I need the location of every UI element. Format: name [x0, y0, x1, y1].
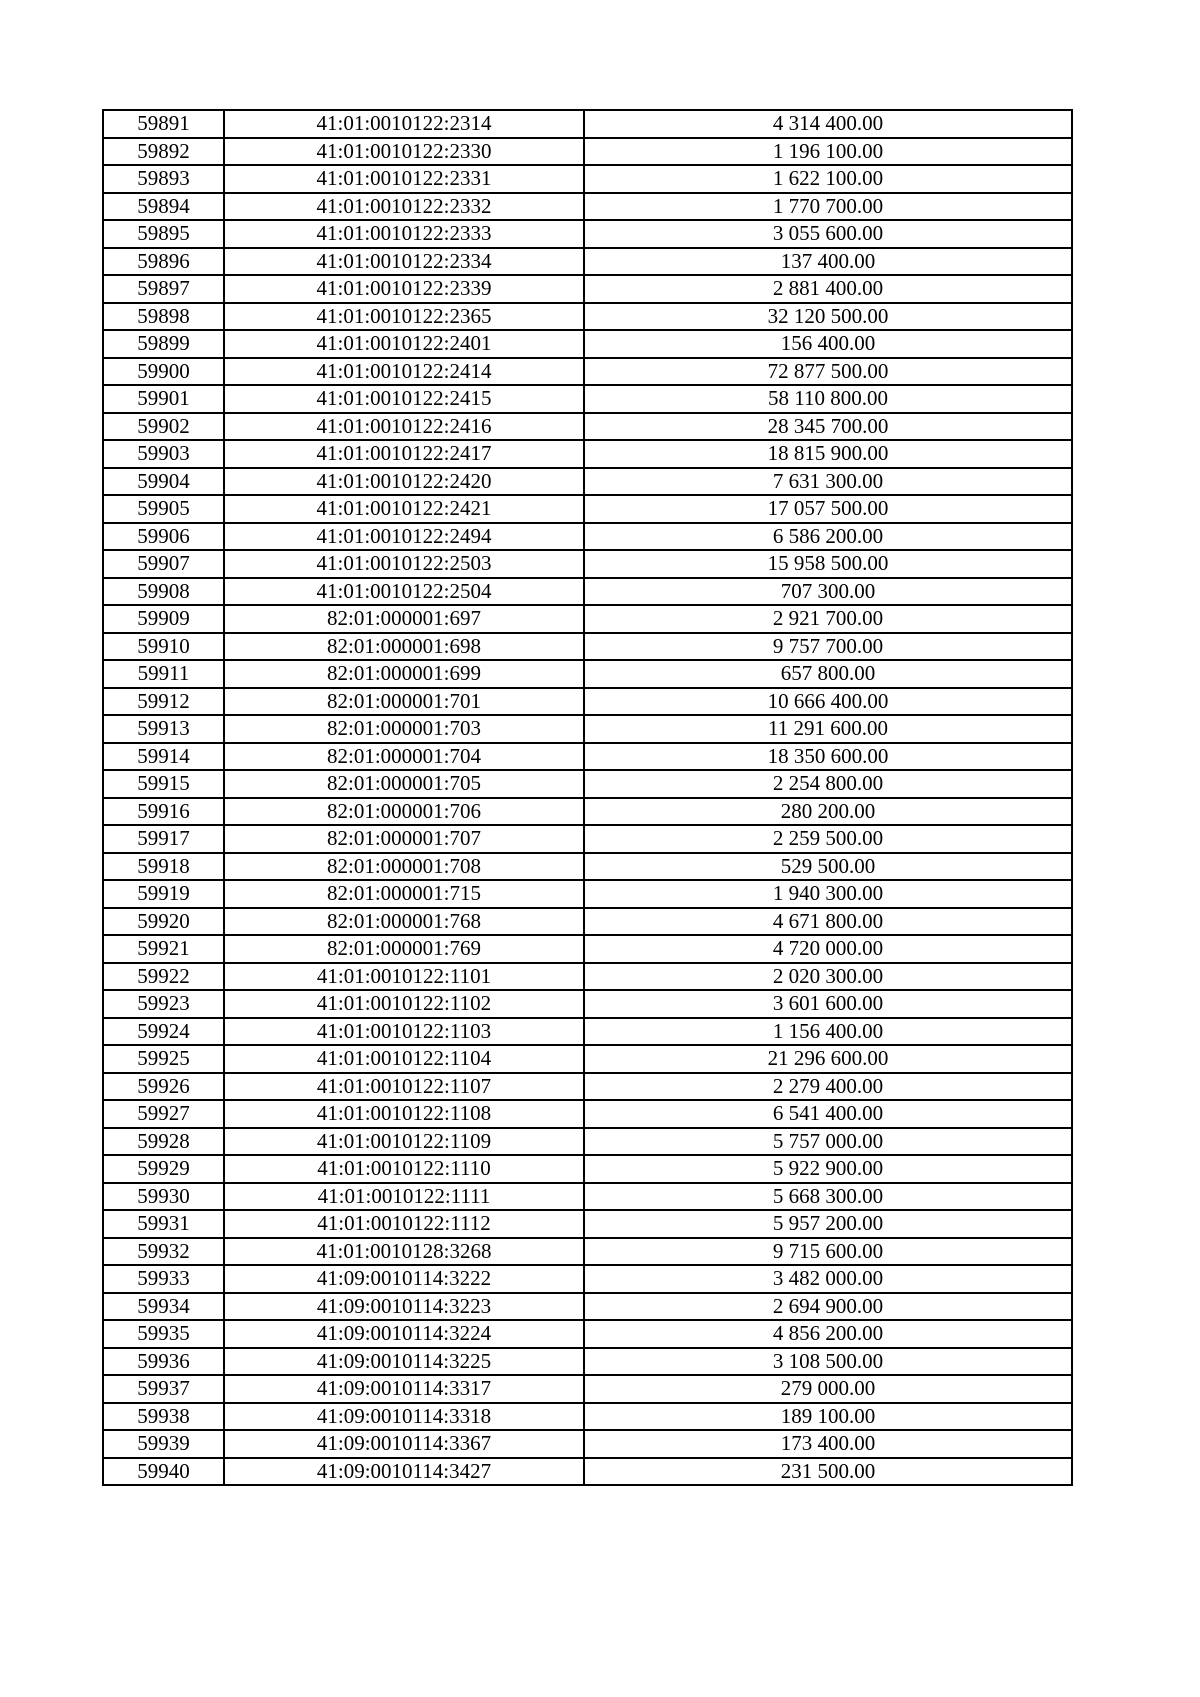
row-number-cell: 59900: [103, 358, 224, 386]
cadastral-value-cell: 18 815 900.00: [584, 440, 1072, 468]
table-row: [103, 743, 1072, 771]
cadastral-number-cell: 82:01:000001:705: [224, 770, 584, 798]
table-row: [103, 358, 1072, 386]
cadastral-value-cell: 3 108 500.00: [584, 1348, 1072, 1376]
cadastral-number-cell: 82:01:000001:768: [224, 908, 584, 936]
row-number-cell: 59895: [103, 220, 224, 248]
cadastral-value-cell: 28 345 700.00: [584, 413, 1072, 441]
cadastral-number-cell: 41:01:0010122:2503: [224, 550, 584, 578]
row-number-cell: 59893: [103, 165, 224, 193]
table-row: [103, 798, 1072, 826]
cadastral-number-cell: 41:01:0010122:2339: [224, 275, 584, 303]
row-number-cell: 59913: [103, 715, 224, 743]
table-row: [103, 165, 1072, 193]
row-number-cell: 59938: [103, 1403, 224, 1431]
cadastral-number-cell: 41:01:0010128:3268: [224, 1238, 584, 1266]
table-row: [103, 1458, 1072, 1486]
table-row: [103, 1128, 1072, 1156]
cadastral-value-cell: 21 296 600.00: [584, 1045, 1072, 1073]
table-row: [103, 1183, 1072, 1211]
cadastral-number-cell: 41:01:0010122:1102: [224, 990, 584, 1018]
table-row: [103, 1073, 1072, 1101]
row-number-cell: 59909: [103, 605, 224, 633]
cadastral-value-cell: 1 196 100.00: [584, 138, 1072, 166]
cadastral-value-cell: 2 694 900.00: [584, 1293, 1072, 1321]
row-number-cell: 59905: [103, 495, 224, 523]
cadastral-value-cell: 4 314 400.00: [584, 110, 1072, 138]
table-row: [103, 1210, 1072, 1238]
cadastral-value-cell: 17 057 500.00: [584, 495, 1072, 523]
cadastral-value-cell: 137 400.00: [584, 248, 1072, 276]
table-row: [103, 853, 1072, 881]
cadastral-number-cell: 41:01:0010122:2414: [224, 358, 584, 386]
cadastral-value-cell: 2 921 700.00: [584, 605, 1072, 633]
cadastral-number-cell: 41:01:0010122:1108: [224, 1100, 584, 1128]
cadastral-value-cell: 529 500.00: [584, 853, 1072, 881]
table-row: [103, 495, 1072, 523]
cadastral-number-cell: 41:01:0010122:1104: [224, 1045, 584, 1073]
table-row: [103, 1403, 1072, 1431]
cadastral-value-cell: 1 770 700.00: [584, 193, 1072, 221]
table-row: [103, 330, 1072, 358]
row-number-cell: 59912: [103, 688, 224, 716]
cadastral-number-cell: 41:01:0010122:2417: [224, 440, 584, 468]
row-number-cell: 59917: [103, 825, 224, 853]
table-row: [103, 990, 1072, 1018]
table-row: [103, 578, 1072, 606]
row-number-cell: 59925: [103, 1045, 224, 1073]
cadastral-value-cell: 10 666 400.00: [584, 688, 1072, 716]
cadastral-number-cell: 41:01:0010122:2416: [224, 413, 584, 441]
cadastral-value-cell: 2 020 300.00: [584, 963, 1072, 991]
cadastral-number-cell: 82:01:000001:769: [224, 935, 584, 963]
row-number-cell: 59940: [103, 1458, 224, 1486]
cadastral-number-cell: 41:09:0010114:3224: [224, 1320, 584, 1348]
cadastral-number-cell: 41:01:0010122:1111: [224, 1183, 584, 1211]
row-number-cell: 59907: [103, 550, 224, 578]
row-number-cell: 59894: [103, 193, 224, 221]
cadastral-number-cell: 41:01:0010122:2331: [224, 165, 584, 193]
cadastral-value-cell: 3 601 600.00: [584, 990, 1072, 1018]
cadastral-number-cell: 41:01:0010122:2332: [224, 193, 584, 221]
cadastral-number-cell: 82:01:000001:704: [224, 743, 584, 771]
cadastral-number-cell: 82:01:000001:715: [224, 880, 584, 908]
table-row: [103, 935, 1072, 963]
cadastral-value-cell: 280 200.00: [584, 798, 1072, 826]
table-row: [103, 633, 1072, 661]
row-number-cell: 59927: [103, 1100, 224, 1128]
table-row: [103, 1348, 1072, 1376]
row-number-cell: 59898: [103, 303, 224, 331]
cadastral-number-cell: 82:01:000001:697: [224, 605, 584, 633]
table-row: [103, 413, 1072, 441]
cadastral-number-cell: 82:01:000001:703: [224, 715, 584, 743]
cadastral-number-cell: 41:01:0010122:2365: [224, 303, 584, 331]
cadastral-value-cell: 2 254 800.00: [584, 770, 1072, 798]
cadastral-value-cell: 58 110 800.00: [584, 385, 1072, 413]
cadastral-number-cell: 41:01:0010122:2420: [224, 468, 584, 496]
row-number-cell: 59936: [103, 1348, 224, 1376]
row-number-cell: 59916: [103, 798, 224, 826]
cadastral-number-cell: 41:01:0010122:2333: [224, 220, 584, 248]
cadastral-number-cell: 41:09:0010114:3318: [224, 1403, 584, 1431]
row-number-cell: 59933: [103, 1265, 224, 1293]
table-row: [103, 1018, 1072, 1046]
cadastral-number-cell: 41:01:0010122:2334: [224, 248, 584, 276]
row-number-cell: 59919: [103, 880, 224, 908]
cadastral-value-cell: 5 668 300.00: [584, 1183, 1072, 1211]
cadastral-number-cell: 41:01:0010122:1101: [224, 963, 584, 991]
row-number-cell: 59931: [103, 1210, 224, 1238]
row-number-cell: 59915: [103, 770, 224, 798]
cadastral-number-cell: 82:01:000001:707: [224, 825, 584, 853]
table-row: [103, 1293, 1072, 1321]
cadastral-value-cell: 1 622 100.00: [584, 165, 1072, 193]
row-number-cell: 59939: [103, 1430, 224, 1458]
cadastral-number-cell: 41:09:0010114:3222: [224, 1265, 584, 1293]
row-number-cell: 59901: [103, 385, 224, 413]
row-number-cell: 59911: [103, 660, 224, 688]
row-number-cell: 59891: [103, 110, 224, 138]
cadastral-value-cell: 3 055 600.00: [584, 220, 1072, 248]
cadastral-number-cell: 82:01:000001:706: [224, 798, 584, 826]
row-number-cell: 59896: [103, 248, 224, 276]
row-number-cell: 59930: [103, 1183, 224, 1211]
table-row: [103, 908, 1072, 936]
table-row: [103, 440, 1072, 468]
cadastral-value-cell: 11 291 600.00: [584, 715, 1072, 743]
cadastral-number-cell: 41:01:0010122:1110: [224, 1155, 584, 1183]
row-number-cell: 59899: [103, 330, 224, 358]
row-number-cell: 59934: [103, 1293, 224, 1321]
cadastral-value-cell: 4 671 800.00: [584, 908, 1072, 936]
row-number-cell: 59908: [103, 578, 224, 606]
cadastral-number-cell: 41:01:0010122:2421: [224, 495, 584, 523]
cadastral-number-cell: 41:09:0010114:3225: [224, 1348, 584, 1376]
cadastral-value-cell: 1 156 400.00: [584, 1018, 1072, 1046]
table-row: [103, 193, 1072, 221]
cadastral-value-cell: 189 100.00: [584, 1403, 1072, 1431]
row-number-cell: 59921: [103, 935, 224, 963]
cadastral-number-cell: 82:01:000001:698: [224, 633, 584, 661]
table-row: [103, 660, 1072, 688]
cadastral-number-cell: 41:09:0010114:3367: [224, 1430, 584, 1458]
table-row: [103, 138, 1072, 166]
cadastral-value-cell: 2 279 400.00: [584, 1073, 1072, 1101]
cadastral-number-cell: 41:01:0010122:2401: [224, 330, 584, 358]
cadastral-number-cell: 41:01:0010122:2330: [224, 138, 584, 166]
cadastral-value-cell: 9 715 600.00: [584, 1238, 1072, 1266]
table-row: [103, 468, 1072, 496]
cadastral-value-cell: 7 631 300.00: [584, 468, 1072, 496]
table-row: [103, 110, 1072, 138]
table-row: [103, 688, 1072, 716]
table-row: [103, 963, 1072, 991]
row-number-cell: 59937: [103, 1375, 224, 1403]
cadastral-number-cell: 41:01:0010122:2415: [224, 385, 584, 413]
table-row: [103, 770, 1072, 798]
cadastral-value-cell: 18 350 600.00: [584, 743, 1072, 771]
row-number-cell: 59910: [103, 633, 224, 661]
cadastral-number-cell: 41:09:0010114:3427: [224, 1458, 584, 1486]
cadastral-value-cell: 173 400.00: [584, 1430, 1072, 1458]
table-row: [103, 1265, 1072, 1293]
table-row: [103, 715, 1072, 743]
table-row: [103, 248, 1072, 276]
cadastral-value-cell: 5 757 000.00: [584, 1128, 1072, 1156]
cadastral-value-cell: 2 881 400.00: [584, 275, 1072, 303]
cadastral-number-cell: 82:01:000001:699: [224, 660, 584, 688]
cadastral-value-cell: 707 300.00: [584, 578, 1072, 606]
table-row: [103, 1100, 1072, 1128]
table-row: [103, 880, 1072, 908]
row-number-cell: 59935: [103, 1320, 224, 1348]
table-row: [103, 275, 1072, 303]
cadastral-value-cell: 3 482 000.00: [584, 1265, 1072, 1293]
table-row: [103, 1375, 1072, 1403]
cadastral-number-cell: 41:01:0010122:1109: [224, 1128, 584, 1156]
cadastral-number-cell: 41:01:0010122:1103: [224, 1018, 584, 1046]
row-number-cell: 59924: [103, 1018, 224, 1046]
table-row: [103, 220, 1072, 248]
cadastral-number-cell: 41:09:0010114:3317: [224, 1375, 584, 1403]
table-row: [103, 1430, 1072, 1458]
row-number-cell: 59928: [103, 1128, 224, 1156]
row-number-cell: 59922: [103, 963, 224, 991]
table-row: [103, 1045, 1072, 1073]
row-number-cell: 59897: [103, 275, 224, 303]
table-row: [103, 550, 1072, 578]
row-number-cell: 59926: [103, 1073, 224, 1101]
row-number-cell: 59902: [103, 413, 224, 441]
cadastral-value-cell: 657 800.00: [584, 660, 1072, 688]
cadastral-number-cell: 41:09:0010114:3223: [224, 1293, 584, 1321]
table-body: [103, 110, 1072, 1485]
table-row: [103, 1320, 1072, 1348]
cadastral-value-cell: 279 000.00: [584, 1375, 1072, 1403]
cadastral-value-cell: 5 957 200.00: [584, 1210, 1072, 1238]
table-row: [103, 605, 1072, 633]
cadastral-number-cell: 41:01:0010122:2314: [224, 110, 584, 138]
cadastral-number-cell: 41:01:0010122:1112: [224, 1210, 584, 1238]
cadastral-value-cell: 9 757 700.00: [584, 633, 1072, 661]
row-number-cell: 59904: [103, 468, 224, 496]
cadastral-value-cell: 4 720 000.00: [584, 935, 1072, 963]
cadastral-value-cell: 32 120 500.00: [584, 303, 1072, 331]
cadastral-value-cell: 156 400.00: [584, 330, 1072, 358]
row-number-cell: 59906: [103, 523, 224, 551]
row-number-cell: 59918: [103, 853, 224, 881]
table-row: [103, 1155, 1072, 1183]
cadastral-value-cell: 15 958 500.00: [584, 550, 1072, 578]
table-row: [103, 825, 1072, 853]
row-number-cell: 59903: [103, 440, 224, 468]
cadastral-value-cell: 231 500.00: [584, 1458, 1072, 1486]
cadastral-number-cell: 82:01:000001:708: [224, 853, 584, 881]
table-row: [103, 385, 1072, 413]
table-row: [103, 523, 1072, 551]
cadastral-number-cell: 41:01:0010122:2504: [224, 578, 584, 606]
cadastral-value-cell: 4 856 200.00: [584, 1320, 1072, 1348]
row-number-cell: 59923: [103, 990, 224, 1018]
row-number-cell: 59892: [103, 138, 224, 166]
cadastral-value-cell: 72 877 500.00: [584, 358, 1072, 386]
cadastral-number-cell: 82:01:000001:701: [224, 688, 584, 716]
cadastral-value-cell: 1 940 300.00: [584, 880, 1072, 908]
cadastral-value-cell: 5 922 900.00: [584, 1155, 1072, 1183]
row-number-cell: 59914: [103, 743, 224, 771]
table-row: [103, 303, 1072, 331]
cadastral-value-table: [102, 109, 1073, 1486]
cadastral-value-cell: 2 259 500.00: [584, 825, 1072, 853]
cadastral-number-cell: 41:01:0010122:2494: [224, 523, 584, 551]
cadastral-value-cell: 6 541 400.00: [584, 1100, 1072, 1128]
table-row: [103, 1238, 1072, 1266]
row-number-cell: 59920: [103, 908, 224, 936]
cadastral-value-cell: 6 586 200.00: [584, 523, 1072, 551]
row-number-cell: 59932: [103, 1238, 224, 1266]
row-number-cell: 59929: [103, 1155, 224, 1183]
cadastral-number-cell: 41:01:0010122:1107: [224, 1073, 584, 1101]
